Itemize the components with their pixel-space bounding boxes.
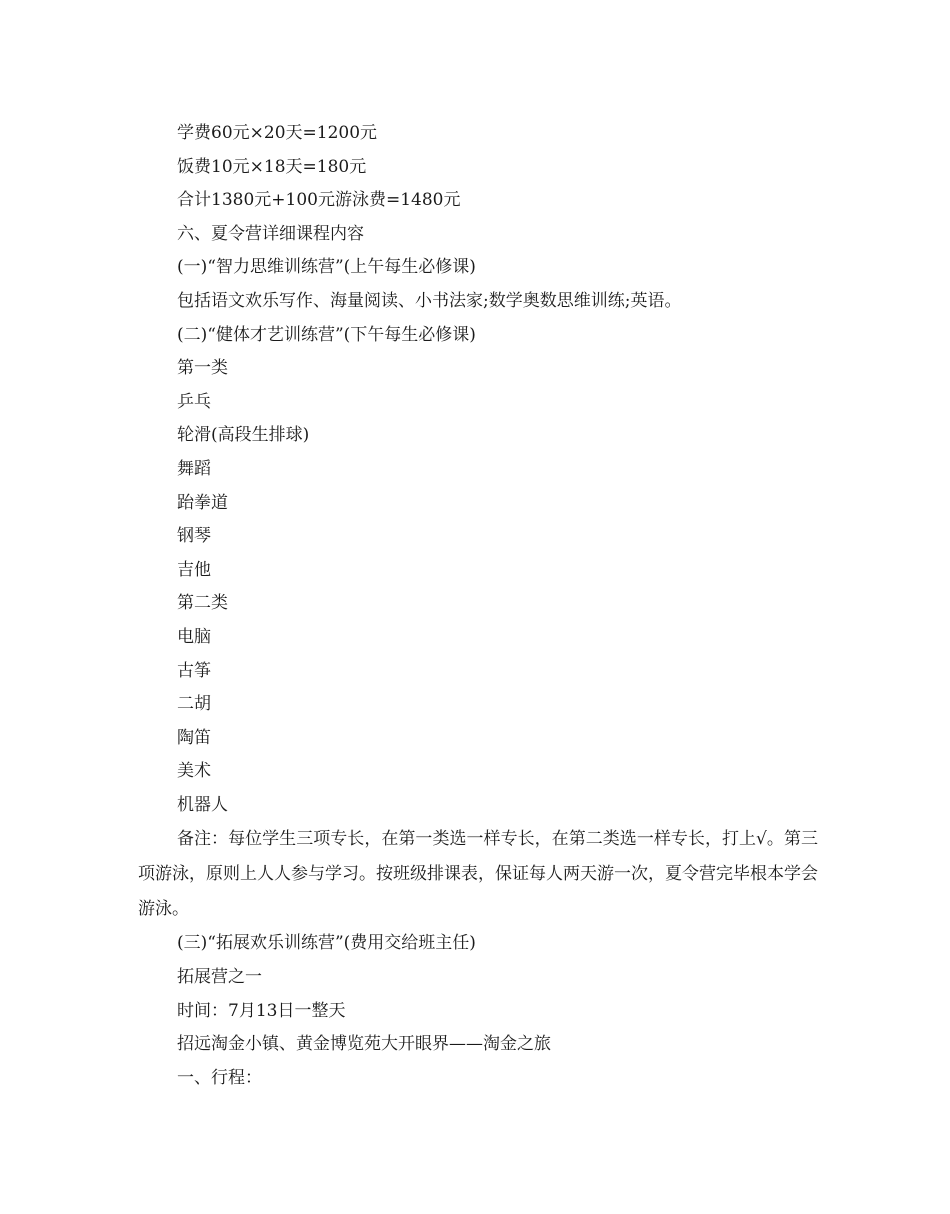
meal-fee-line: 饭费10元×18天=180元 bbox=[177, 156, 367, 177]
category-two-heading: 第二类 bbox=[177, 593, 228, 614]
course-item: 钢琴 bbox=[177, 526, 211, 547]
note-paragraph: 备注：每位学生三项专长，在第一类选一样专长，在第二类选一样专长，打上√。第三项游泳，原则上人人参与学习。按班级排课表，保证每人两天游一次，夏令营完毕根本学会游泳。 bbox=[138, 829, 818, 920]
course-item: 美术 bbox=[177, 761, 211, 782]
outdoor-camp-one-heading: 拓展营之一 bbox=[177, 967, 262, 988]
course-item: 古筝 bbox=[177, 660, 211, 681]
outdoor-camp-date-line: 时间：7月13日一整天 bbox=[177, 1000, 346, 1021]
category-one-heading: 第一类 bbox=[177, 358, 228, 379]
course-item: 电脑 bbox=[177, 626, 211, 647]
itinerary-heading: 一、行程： bbox=[177, 1067, 262, 1088]
course-item: 跆拳道 bbox=[177, 492, 228, 513]
course-item: 轮滑(高段生排球) bbox=[177, 425, 310, 446]
course-item: 乒乓 bbox=[177, 391, 211, 412]
course-item: 二胡 bbox=[177, 694, 211, 715]
course-item: 舞蹈 bbox=[177, 458, 211, 479]
document-body bbox=[138, 117, 818, 1095]
outdoor-camp-title-line: 招远淘金小镇、黄金博览苑大开眼界——淘金之旅 bbox=[177, 1034, 551, 1055]
course-item: 机器人 bbox=[177, 794, 228, 815]
section-heading-course-content: 六、夏令营详细课程内容 bbox=[177, 223, 364, 244]
course-item: 吉他 bbox=[177, 559, 211, 580]
total-fee-line: 合计1380元+100元游泳费=1480元 bbox=[177, 190, 461, 211]
subsection-heading-outdoor-camp: (三)“拓展欢乐训练营”(费用交给班主任) bbox=[177, 933, 476, 954]
subsection-heading-arts-camp: (二)“健体才艺训练营”(下午每生必修课) bbox=[177, 324, 476, 345]
thinking-camp-description: 包括语文欢乐写作、海量阅读、小书法家;数学奥数思维训练;英语。 bbox=[177, 290, 682, 311]
subsection-heading-thinking-camp: (一)“智力思维训练营”(上午每生必修课) bbox=[177, 257, 476, 278]
course-item: 陶笛 bbox=[177, 727, 211, 748]
tuition-fee-line: 学费60元×20天=1200元 bbox=[177, 123, 378, 143]
